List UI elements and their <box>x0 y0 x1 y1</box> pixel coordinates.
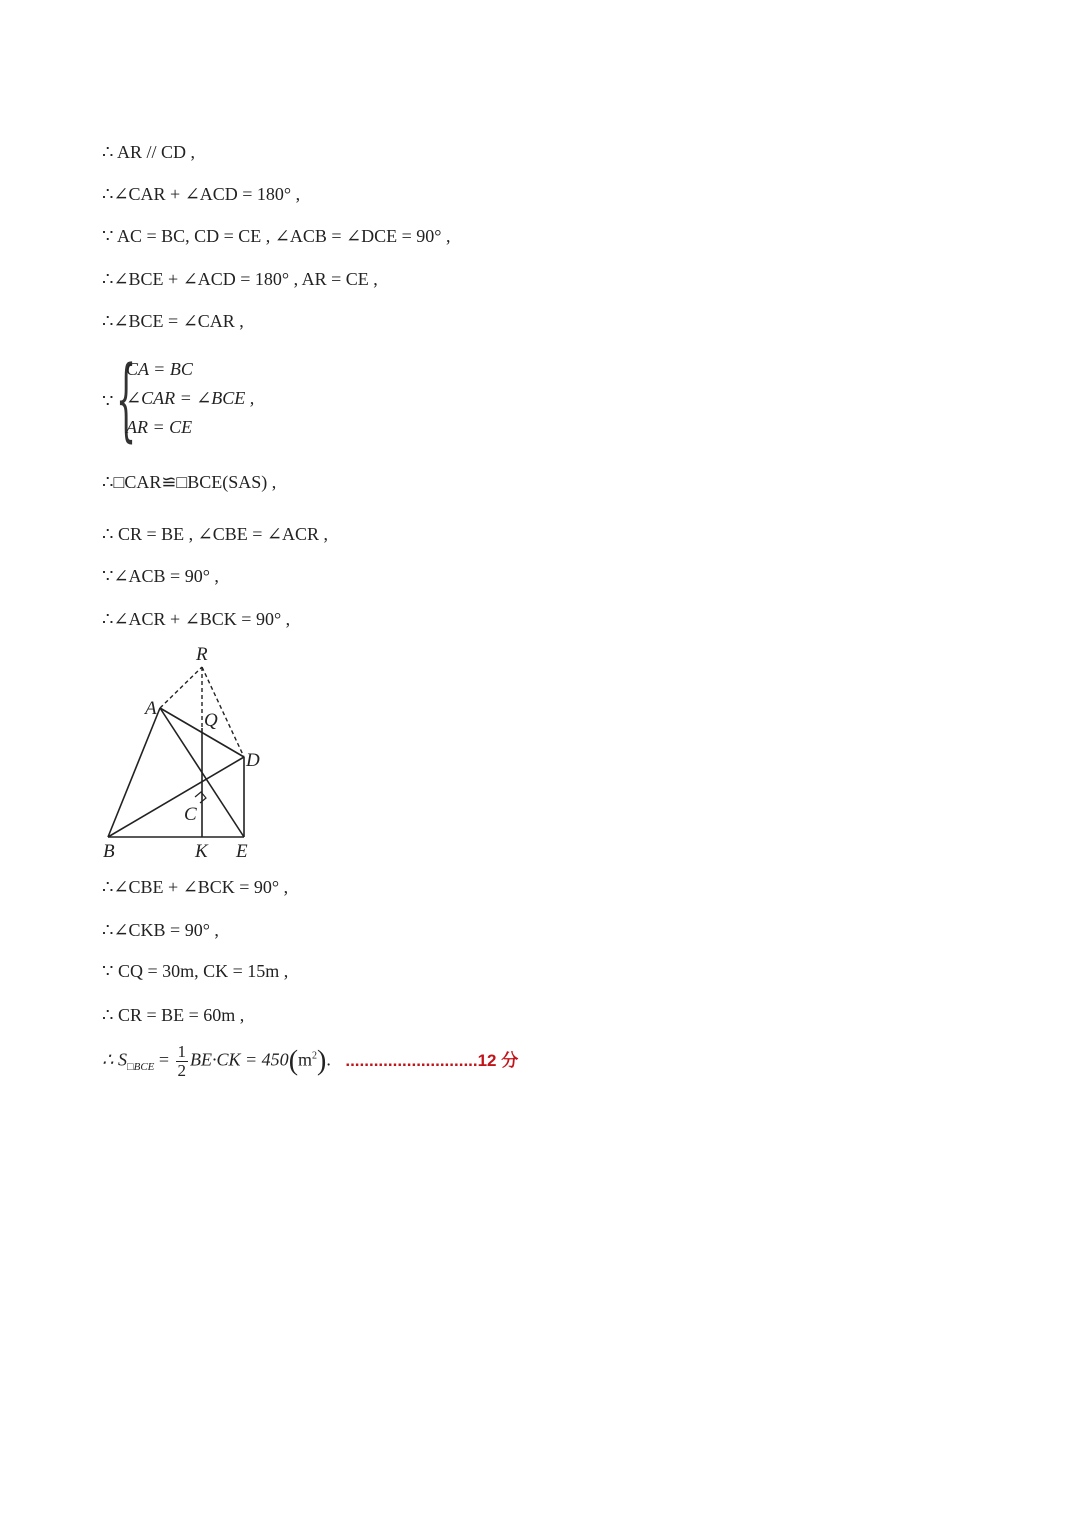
proof-line-13: ∵ CQ = 30m, CK = 15m , <box>102 961 289 981</box>
segment-AB <box>108 708 160 837</box>
proof-line-7: ∴□CAR≌□BCE(SAS) , <box>102 472 277 492</box>
fraction-numerator: 1 <box>177 1042 187 1061</box>
proof-line-12: ∴∠CKB = 90° , <box>102 920 219 940</box>
proof-line-3: ∵ AC = BC, CD = CE , ∠ACB = ∠DCE = 90° , <box>102 226 451 246</box>
right-angle-mark <box>195 792 206 803</box>
proof-line-1: ∴ AR // CD , <box>102 142 195 162</box>
dashed-AR <box>160 667 202 708</box>
proof-line-8: ∴ CR = BE , ∠CBE = ∠ACR , <box>102 524 328 544</box>
label-D: D <box>246 750 260 771</box>
unit-exponent: 2 <box>312 1050 318 1062</box>
left-brace: { <box>116 347 137 452</box>
fraction-denominator: 2 <box>177 1061 187 1080</box>
one-half-fraction <box>176 1043 189 1080</box>
equals-sign: = <box>158 1049 170 1070</box>
label-K: K <box>195 841 208 862</box>
proof-line-14: ∴ CR = BE = 60m , <box>102 1005 245 1025</box>
proof-line-2: ∴∠CAR + ∠ACD = 180° , <box>102 184 301 204</box>
label-R: R <box>196 644 208 665</box>
condition-row-1: CA = BC <box>126 359 193 379</box>
area-prefix: ∴ S <box>102 1049 127 1070</box>
label-A: A <box>145 698 157 719</box>
proof-line-5: ∴∠BCE = ∠CAR , <box>102 311 244 331</box>
final-area-line <box>102 1043 518 1080</box>
label-E: E <box>236 841 248 862</box>
condition-row-2: ∠CAR = ∠BCE , <box>126 388 255 408</box>
right-paren: ) <box>317 1045 327 1077</box>
because-symbol: ∵ <box>102 391 114 411</box>
score-marker: ............................12 分 <box>345 1050 519 1070</box>
unit-m: m <box>298 1049 313 1070</box>
left-paren: ( <box>288 1045 299 1077</box>
final-period: . <box>326 1049 331 1070</box>
proof-line-4: ∴∠BCE + ∠ACD = 180° , AR = CE , <box>102 269 378 289</box>
label-C: C <box>184 804 197 825</box>
condition-row-3: AR = CE <box>126 417 193 437</box>
proof-line-10: ∴∠ACR + ∠BCK = 90° , <box>102 609 291 629</box>
congruence-conditions <box>102 347 402 452</box>
area-expression: BE·CK = 450 <box>190 1049 289 1070</box>
label-B: B <box>103 841 115 862</box>
geometry-figure <box>95 640 285 865</box>
label-Q: Q <box>204 710 218 731</box>
proof-line-11: ∴∠CBE + ∠BCK = 90° , <box>102 877 289 897</box>
proof-line-9: ∵∠ACB = 90° , <box>102 566 219 586</box>
segment-BD <box>108 757 244 837</box>
area-subscript: □BCE <box>126 1061 155 1074</box>
